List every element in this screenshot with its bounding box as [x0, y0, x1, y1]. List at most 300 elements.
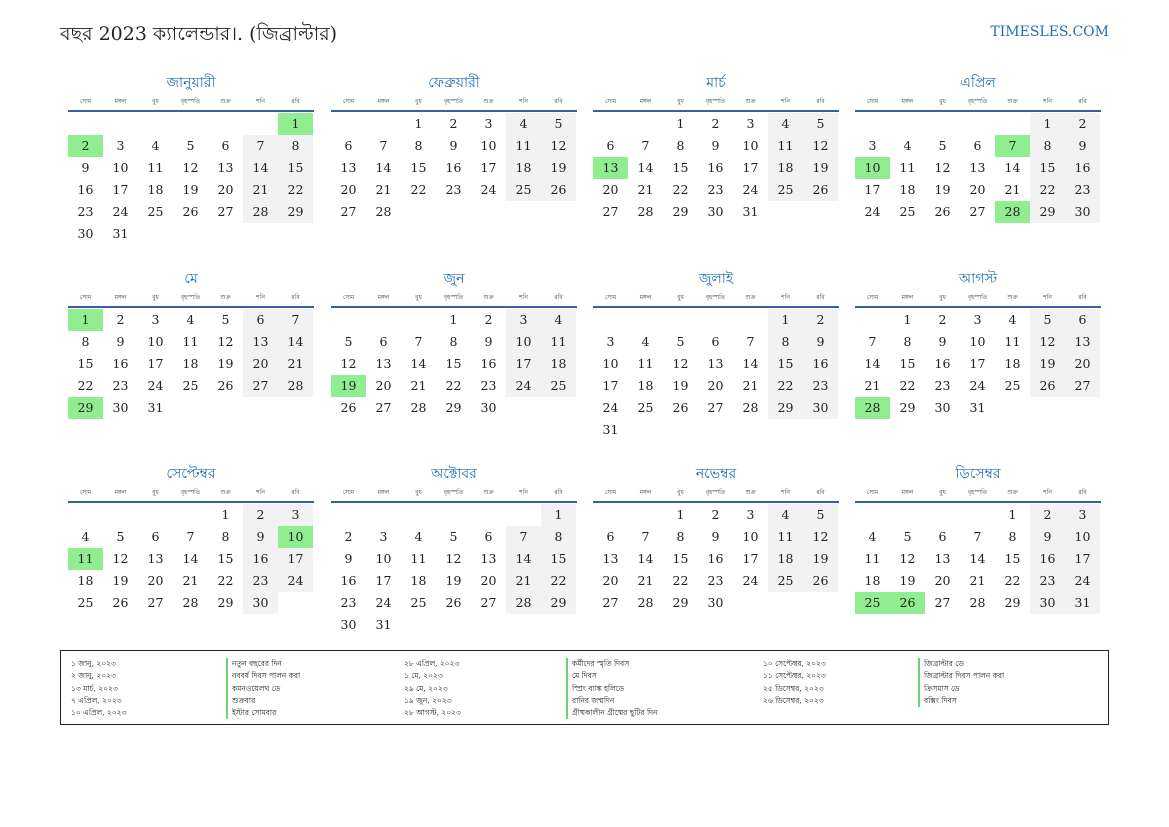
- legend-date: ২৮ এপ্রিল, ২০২৩: [404, 659, 460, 668]
- day-cell: 30: [803, 397, 838, 419]
- legend-holiday: রানির জন্মদিন: [566, 695, 658, 707]
- weekday-label: বুধ: [415, 98, 422, 105]
- weekday-label: শনি: [256, 98, 265, 105]
- month-block: [68, 74, 314, 245]
- day-cell: 5: [186, 138, 195, 153]
- day-cell: 23: [803, 375, 838, 397]
- day-cell: 25: [541, 375, 576, 397]
- day-cell: 1: [676, 507, 685, 522]
- weekday-label: বুধ: [152, 294, 159, 301]
- weekday-header: [593, 487, 839, 503]
- day-cell: 11: [899, 160, 916, 175]
- day-cell: 28: [637, 204, 654, 219]
- day-cell: 18: [768, 157, 803, 179]
- weekday-header: [855, 292, 1101, 308]
- day-cell: 19: [803, 548, 838, 570]
- day-cell: 20: [375, 378, 392, 393]
- empty-cell: [593, 504, 628, 526]
- day-cell: 29: [217, 595, 234, 610]
- weekday-label: রবি: [291, 489, 300, 496]
- legend-date: ২ জানু, ২০২৩: [71, 671, 116, 681]
- day-cell: 28: [506, 592, 541, 614]
- day-cell: 2: [243, 504, 278, 526]
- day-cell: 12: [1030, 331, 1065, 353]
- legend-date: ১৩ মার্চ, ২০২৩: [71, 683, 118, 693]
- legend-names-col-1: [226, 658, 300, 719]
- legend-holiday: বক্সিং দিবস: [918, 695, 1004, 707]
- empty-cell: [890, 113, 925, 135]
- day-cell: 3: [746, 507, 755, 522]
- day-cell: 22: [77, 378, 94, 393]
- weekday-label: শুক্র: [220, 98, 231, 105]
- day-cell: 26: [445, 595, 462, 610]
- month-name: অক্টোবর: [431, 466, 477, 482]
- weekday-label: শুক্র: [1007, 98, 1018, 105]
- day-cell: 3: [278, 504, 313, 526]
- day-cell: 1: [449, 312, 458, 327]
- legend-date: ১ মে, ২০২৩: [404, 671, 443, 681]
- day-cell: 3: [606, 334, 615, 349]
- empty-cell: [68, 504, 103, 526]
- weekday-label: বুধ: [939, 294, 946, 301]
- day-cell: 4: [81, 529, 90, 544]
- day-cell: 11: [637, 356, 654, 371]
- holiday-day-cell: 29: [68, 397, 103, 419]
- month-name: ফেব্রুয়ারী: [428, 75, 480, 91]
- day-cell: 2: [116, 312, 125, 327]
- empty-cell: [628, 504, 663, 526]
- holiday-day-cell: 1: [278, 113, 313, 135]
- empty-cell: [173, 113, 208, 135]
- day-cell: 16: [77, 182, 94, 197]
- day-cell: 5: [903, 529, 912, 544]
- day-cell: 14: [742, 356, 759, 371]
- day-cell: 22: [899, 378, 916, 393]
- day-cell: 20: [147, 573, 164, 588]
- day-cell: 5: [676, 334, 685, 349]
- weekday-label: রবি: [816, 489, 825, 496]
- day-cell: 23: [243, 570, 278, 592]
- day-cell: 6: [711, 334, 720, 349]
- month-name: এপ্রিল: [960, 75, 996, 91]
- legend-holiday: ইস্টার সোমবার: [226, 707, 300, 719]
- day-cell: 9: [116, 334, 125, 349]
- day-cell: 19: [182, 182, 199, 197]
- day-cell: 14: [243, 157, 278, 179]
- weekday-label: মঙ্গল: [377, 98, 390, 105]
- weekday-label: রবি: [554, 489, 563, 496]
- weekday-label: রবি: [554, 294, 563, 301]
- day-cell: 5: [541, 113, 576, 135]
- weekday-label: সোম: [79, 489, 92, 496]
- day-cell: 15: [768, 353, 803, 375]
- day-cell: 30: [480, 400, 497, 415]
- month-block: [855, 270, 1101, 419]
- weekday-header: [68, 292, 314, 308]
- day-cell: 6: [606, 138, 615, 153]
- day-cell: 15: [541, 548, 576, 570]
- day-cell: 25: [147, 204, 164, 219]
- legend-holiday: কর্মীদের স্মৃতি দিবস: [566, 658, 658, 670]
- day-cell: 22: [1030, 179, 1065, 201]
- legend-holiday: স্প্রিং ব্যাঙ্ক হলিডে: [566, 683, 658, 695]
- weekday-header: [855, 487, 1101, 503]
- day-cell: 5: [221, 312, 230, 327]
- day-cell: 9: [711, 529, 720, 544]
- month-name: জুন: [443, 271, 465, 287]
- weekday-label: বৃহস্পতি: [967, 98, 988, 105]
- day-cell: 24: [1065, 570, 1100, 592]
- empty-cell: [471, 504, 506, 526]
- day-cell: 7: [641, 138, 650, 153]
- holiday-day-cell: 2: [68, 135, 103, 157]
- weekday-label: মঙ্গল: [901, 98, 914, 105]
- legend-holiday: কমনওয়েলথ ডে: [226, 683, 300, 695]
- day-cell: 31: [969, 400, 986, 415]
- weekday-header: [593, 96, 839, 112]
- day-cell: 28: [182, 595, 199, 610]
- day-cell: 18: [182, 356, 199, 371]
- day-cell: 16: [340, 573, 357, 588]
- empty-cell: [436, 504, 471, 526]
- weekday-label: সোম: [79, 98, 92, 105]
- day-cell: 28: [243, 201, 278, 223]
- weekday-label: শনি: [519, 98, 528, 105]
- day-cell: 14: [410, 356, 427, 371]
- day-cell: 20: [1065, 353, 1100, 375]
- weekday-label: শনি: [1043, 489, 1052, 496]
- month-name: জানুয়ারী: [166, 75, 216, 91]
- day-cell: 28: [375, 204, 392, 219]
- day-cell: 25: [410, 595, 427, 610]
- holiday-day-cell: 10: [855, 157, 890, 179]
- holiday-day-cell: 13: [593, 157, 628, 179]
- holiday-day-cell: 11: [68, 548, 103, 570]
- month-block: [68, 465, 314, 614]
- day-cell: 18: [541, 353, 576, 375]
- day-cell: 1: [676, 116, 685, 131]
- day-cell: 8: [676, 529, 685, 544]
- day-cell: 31: [375, 617, 392, 632]
- day-cell: 1: [768, 309, 803, 331]
- day-cell: 12: [182, 160, 199, 175]
- day-cell: 10: [1065, 526, 1100, 548]
- day-cell: 20: [602, 182, 619, 197]
- weekday-label: রবি: [816, 294, 825, 301]
- day-cell: 4: [414, 529, 423, 544]
- month-block: [331, 270, 577, 419]
- month-block: [593, 465, 839, 614]
- day-grid: [855, 309, 1100, 419]
- empty-cell: [628, 309, 663, 331]
- day-cell: 15: [410, 160, 427, 175]
- day-cell: 19: [803, 157, 838, 179]
- day-cell: 15: [77, 356, 94, 371]
- day-cell: 9: [803, 331, 838, 353]
- empty-cell: [138, 504, 173, 526]
- day-cell: 7: [641, 529, 650, 544]
- weekday-label: শুক্র: [745, 98, 756, 105]
- day-cell: 9: [711, 138, 720, 153]
- day-cell: 27: [340, 204, 357, 219]
- day-cell: 25: [637, 400, 654, 415]
- weekday-label: বৃহস্পতি: [180, 98, 201, 105]
- day-cell: 16: [480, 356, 497, 371]
- day-cell: 29: [672, 204, 689, 219]
- month-block: [593, 74, 839, 223]
- day-cell: 27: [602, 204, 619, 219]
- day-cell: 23: [112, 378, 129, 393]
- month-name: মে: [184, 271, 198, 287]
- weekday-label: বুধ: [939, 98, 946, 105]
- day-cell: 27: [243, 375, 278, 397]
- day-cell: 17: [480, 160, 497, 175]
- day-cell: 6: [243, 309, 278, 331]
- day-cell: 22: [672, 182, 689, 197]
- day-cell: 14: [969, 551, 986, 566]
- day-cell: 7: [243, 135, 278, 157]
- day-cell: 9: [938, 334, 947, 349]
- empty-cell: [960, 113, 995, 135]
- day-cell: 8: [676, 138, 685, 153]
- day-cell: 1: [541, 504, 576, 526]
- legend-holiday: গ্রীষ্মকালীন গ্রীষ্মের ছুটির দিন: [566, 707, 658, 719]
- day-cell: 13: [707, 356, 724, 371]
- legend-holiday: জিব্রাল্টার দিবস পালন করা: [918, 670, 1004, 682]
- day-cell: 2: [484, 312, 493, 327]
- day-cell: 15: [672, 551, 689, 566]
- day-cell: 28: [637, 595, 654, 610]
- day-cell: 15: [1004, 551, 1021, 566]
- day-cell: 16: [803, 353, 838, 375]
- day-cell: 21: [637, 573, 654, 588]
- day-cell: 13: [375, 356, 392, 371]
- day-cell: 26: [803, 570, 838, 592]
- day-cell: 2: [938, 312, 947, 327]
- day-cell: 26: [340, 400, 357, 415]
- day-cell: 25: [1004, 378, 1021, 393]
- weekday-header: [331, 487, 577, 503]
- day-cell: 4: [186, 312, 195, 327]
- day-cell: 2: [344, 529, 353, 544]
- weekday-label: মঙ্গল: [639, 98, 652, 105]
- day-cell: 12: [899, 551, 916, 566]
- day-cell: 3: [379, 529, 388, 544]
- day-cell: 22: [1004, 573, 1021, 588]
- day-cell: 4: [868, 529, 877, 544]
- day-cell: 27: [969, 204, 986, 219]
- month-block: [68, 270, 314, 419]
- day-cell: 3: [506, 309, 541, 331]
- weekday-header: [68, 487, 314, 503]
- day-cell: 1: [903, 312, 912, 327]
- weekday-label: মঙ্গল: [114, 98, 127, 105]
- day-cell: 20: [707, 378, 724, 393]
- day-cell: 9: [1030, 526, 1065, 548]
- day-cell: 19: [541, 157, 576, 179]
- empty-cell: [925, 113, 960, 135]
- weekday-label: মঙ্গল: [901, 489, 914, 496]
- day-cell: 22: [768, 375, 803, 397]
- empty-cell: [628, 113, 663, 135]
- legend-holiday: নববর্ষ দিবস পালন করা: [226, 670, 300, 682]
- day-cell: 31: [112, 226, 129, 241]
- day-cell: 20: [340, 182, 357, 197]
- day-cell: 23: [707, 182, 724, 197]
- day-cell: 9: [449, 138, 458, 153]
- legend-date: ২৫ ডিসেম্বর, ২০২৩: [763, 683, 824, 693]
- day-cell: 27: [147, 595, 164, 610]
- day-cell: 2: [1065, 113, 1100, 135]
- holiday-day-cell: 28: [995, 201, 1030, 223]
- month-block: [331, 465, 577, 636]
- day-cell: 19: [445, 573, 462, 588]
- day-cell: 16: [934, 356, 951, 371]
- day-cell: 18: [410, 573, 427, 588]
- weekday-label: শনি: [256, 489, 265, 496]
- day-cell: 1: [1008, 507, 1017, 522]
- day-cell: 21: [243, 179, 278, 201]
- day-cell: 21: [410, 378, 427, 393]
- empty-cell: [995, 113, 1030, 135]
- month-block: [855, 74, 1101, 223]
- day-cell: 18: [506, 157, 541, 179]
- day-cell: 10: [742, 138, 759, 153]
- weekday-label: সোম: [866, 489, 879, 496]
- day-cell: 30: [707, 204, 724, 219]
- day-cell: 22: [541, 570, 576, 592]
- legend-dates-col-2: [404, 658, 461, 719]
- day-cell: 27: [934, 595, 951, 610]
- day-cell: 26: [1030, 375, 1065, 397]
- weekday-label: বৃহস্পতি: [967, 294, 988, 301]
- day-cell: 13: [147, 551, 164, 566]
- day-cell: 3: [868, 138, 877, 153]
- month-name: নভেম্বর: [695, 466, 737, 482]
- day-cell: 5: [116, 529, 125, 544]
- day-cell: 29: [899, 400, 916, 415]
- day-cell: 10: [147, 334, 164, 349]
- day-cell: 6: [1065, 309, 1100, 331]
- day-cell: 17: [864, 182, 881, 197]
- day-cell: 2: [449, 116, 458, 131]
- day-cell: 8: [278, 135, 313, 157]
- day-cell: 7: [414, 334, 423, 349]
- weekday-label: সোম: [604, 489, 617, 496]
- day-cell: 23: [934, 378, 951, 393]
- day-cell: 24: [112, 204, 129, 219]
- day-cell: 12: [934, 160, 951, 175]
- day-cell: 2: [711, 507, 720, 522]
- day-cell: 14: [506, 548, 541, 570]
- holiday-day-cell: 28: [855, 397, 890, 419]
- weekday-label: বুধ: [677, 98, 684, 105]
- day-cell: 5: [803, 504, 838, 526]
- day-cell: 1: [414, 116, 423, 131]
- day-cell: 24: [969, 378, 986, 393]
- day-cell: 20: [243, 353, 278, 375]
- weekday-label: মঙ্গল: [639, 489, 652, 496]
- day-cell: 3: [151, 312, 160, 327]
- day-cell: 8: [81, 334, 90, 349]
- empty-cell: [208, 113, 243, 135]
- legend-holiday: শুক্রবার: [226, 695, 300, 707]
- day-cell: 25: [182, 378, 199, 393]
- day-cell: 6: [606, 529, 615, 544]
- day-cell: 8: [903, 334, 912, 349]
- weekday-label: বুধ: [415, 294, 422, 301]
- empty-cell: [855, 504, 890, 526]
- legend-date: ২৮ আগস্ট, ২০২৩: [404, 708, 461, 718]
- day-cell: 17: [1065, 548, 1100, 570]
- day-cell: 11: [541, 331, 576, 353]
- day-cell: 1: [221, 507, 230, 522]
- site-link[interactable]: TIMESLES.COM: [990, 24, 1109, 40]
- day-cell: 4: [151, 138, 160, 153]
- month-block: [331, 74, 577, 223]
- day-grid: [68, 113, 313, 245]
- empty-cell: [331, 309, 366, 331]
- day-cell: 20: [934, 573, 951, 588]
- day-cell: 17: [147, 356, 164, 371]
- day-cell: 14: [637, 551, 654, 566]
- day-cell: 26: [182, 204, 199, 219]
- day-cell: 24: [375, 595, 392, 610]
- day-cell: 13: [480, 551, 497, 566]
- day-cell: 17: [506, 353, 541, 375]
- day-cell: 4: [541, 309, 576, 331]
- weekday-label: মঙ্গল: [114, 294, 127, 301]
- day-cell: 25: [768, 179, 803, 201]
- day-cell: 24: [742, 573, 759, 588]
- day-cell: 24: [278, 570, 313, 592]
- weekday-label: বৃহস্পতি: [705, 489, 726, 496]
- day-cell: 30: [1065, 201, 1100, 223]
- day-cell: 21: [742, 378, 759, 393]
- day-cell: 19: [112, 573, 129, 588]
- holiday-legend: [60, 650, 1109, 725]
- weekday-label: সোম: [866, 98, 879, 105]
- day-cell: 17: [969, 356, 986, 371]
- day-cell: 1: [1030, 113, 1065, 135]
- day-cell: 27: [217, 204, 234, 219]
- legend-names-col-2: [566, 658, 658, 719]
- day-cell: 18: [899, 182, 916, 197]
- month-name: জুলাই: [698, 271, 734, 287]
- day-cell: 8: [449, 334, 458, 349]
- day-cell: 27: [375, 400, 392, 415]
- day-cell: 17: [375, 573, 392, 588]
- day-cell: 14: [182, 551, 199, 566]
- day-cell: 4: [903, 138, 912, 153]
- weekday-label: শনি: [781, 98, 790, 105]
- day-cell: 16: [112, 356, 129, 371]
- weekday-label: সোম: [342, 98, 355, 105]
- day-cell: 28: [742, 400, 759, 415]
- day-cell: 18: [637, 378, 654, 393]
- weekday-header: [331, 96, 577, 112]
- day-cell: 20: [602, 573, 619, 588]
- weekday-label: সোম: [342, 489, 355, 496]
- day-cell: 8: [1008, 529, 1017, 544]
- day-cell: 9: [484, 334, 493, 349]
- day-cell: 4: [1008, 312, 1017, 327]
- empty-cell: [733, 309, 768, 331]
- day-cell: 7: [506, 526, 541, 548]
- day-cell: 3: [973, 312, 982, 327]
- weekday-label: মঙ্গল: [377, 489, 390, 496]
- legend-date: ১০ সেপ্টেম্বর, ২০২৩: [763, 659, 826, 668]
